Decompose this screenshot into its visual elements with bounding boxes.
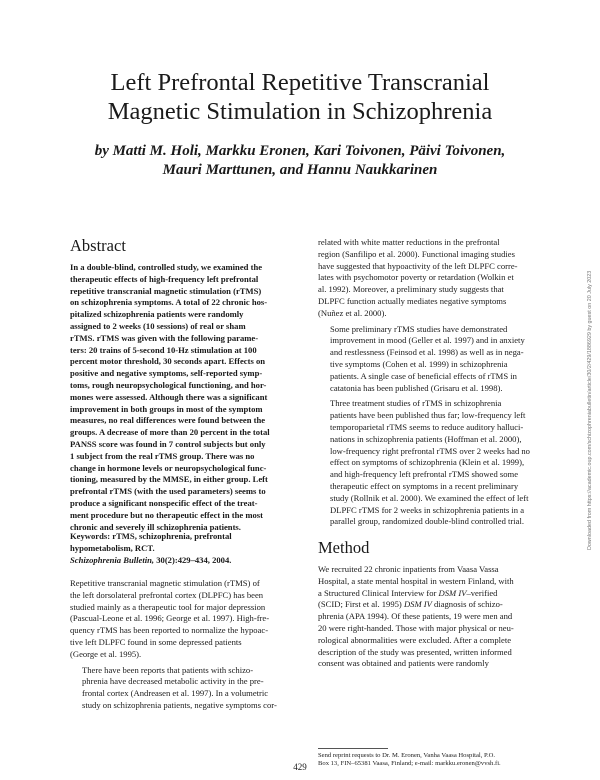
keywords-line-1 <box>70 531 302 543</box>
body-line: region (Sanfilipo et al. 2000). Functional imaging studies <box>318 248 515 259</box>
citation-journal: Schizophrenia Bulletin, <box>70 555 155 565</box>
abstract-line: measures, no real differences were found between the <box>70 415 266 426</box>
body-line: patients. A single case of beneficial effects of rTMS in <box>330 370 517 381</box>
method-text-segment: –verified <box>466 587 498 598</box>
citation-volume: 30(2):429–434, 2004. <box>156 555 232 565</box>
authors-line-2: Mauri Marttunen, and Hannu Naukkarinen <box>162 162 438 178</box>
abstract-line: improvement in both groups in most of the symptom <box>70 403 263 414</box>
body-line: lates with psychomotor poverty or retardation (Wolkin et <box>318 272 514 283</box>
body-line: effect on symptoms of schizophrenia (Klein et al. 1999), <box>330 457 525 468</box>
watermark-text: Downloaded from https://academic.oup.com/schizophreniabulletin/article/30/2/429/1886929 by guest on 20 July 2023 <box>587 270 593 550</box>
abstract-line: chronic and severely ill schizophrenia patients. <box>70 521 241 532</box>
intro-paragraph-2 <box>70 665 302 712</box>
body-line: Repetitive transcranial magnetic stimulation (rTMS) of <box>70 578 260 588</box>
abstract-line: ters: 20 trains of 5-second 10-Hz stimulation at 100 <box>70 344 257 355</box>
method-text-italic: DSM IV <box>403 599 432 610</box>
title-line-2: Magnetic Stimulation in Schizophrenia <box>107 98 493 125</box>
body-line: temporoparietal rTMS seems to reduce auditory halluci- <box>330 421 524 432</box>
intro-paragraph-1 <box>70 578 302 661</box>
footnote-line-1: Send reprint requests to Dr. M. Eronen, Vanha Vaasa Hospital, P.O. <box>318 752 496 759</box>
intro-paragraph-4 <box>318 324 550 395</box>
abstract-line: ment procedure but no therapeutic effect in the most <box>70 509 264 520</box>
method-text-segment: (SCID; First et al. 1995) <box>318 599 404 610</box>
body-line: patients have been published thus far; low-frequency left <box>330 410 526 421</box>
abstract-line: PANSS score was found in 7 control subjects but only <box>70 438 266 449</box>
abstract-line: assigned to 2 weeks (10 sessions) of real or sham <box>70 320 246 331</box>
author-list <box>0 142 600 180</box>
body-line: study (Rollnik et al. 2000). We examined the effect of left <box>330 492 529 503</box>
body-line: tive symptoms (Cohen et al. 1999) in schizophrenia <box>330 358 508 369</box>
abstract-line: toms, rough neuropsychological functioning, and hor- <box>70 379 267 390</box>
abstract-line: mones were assessed. Although there was a significant <box>70 391 268 402</box>
citation-line <box>70 555 302 567</box>
download-watermark <box>578 250 593 550</box>
body-line: studied mainly as a therapeutic tool for major depression <box>70 601 266 612</box>
body-line: low-frequency right prefrontal rTMS over 2 weeks had no <box>330 445 530 456</box>
abstract-line: on schizophrenia symptoms. A total of 22 chronic hos- <box>70 297 268 308</box>
body-line: related with white matter reductions in the prefrontal <box>318 237 500 247</box>
method-text-italic: DSM IV <box>438 587 467 598</box>
body-line: parallel group, randomized double-blind controlled trial. <box>330 516 525 527</box>
keywords <box>70 531 302 555</box>
method-line <box>318 588 550 600</box>
keywords-values-1: rTMS, schizophrenia, prefrontal <box>112 531 232 541</box>
keywords-values-2: hypometabolism, RCT. <box>70 542 155 553</box>
body-line: (Nuñez et al. 2000). <box>318 307 387 318</box>
abstract-line: 1 subject from the real rTMS group. There was no <box>70 450 255 461</box>
intro-left-column <box>70 578 302 712</box>
method-line: phrenia (APA 1994). Of these patients, 19 were men and <box>318 611 513 622</box>
authors-line-1: by Matti M. Holi, Markku Eronen, Kari Toivonen, Päivi Toivonen, <box>94 143 506 159</box>
body-line: and restlessness (Feinsod et al. 1998) as well as in nega- <box>330 347 524 358</box>
title-line-1: Left Prefrontal Repetitive Transcranial <box>110 69 490 96</box>
body-line: catatonia has been published (Grisaru et al. 1998). <box>330 382 503 393</box>
abstract-line: therapeutic effects of high-frequency left prefrontal <box>70 273 259 284</box>
abstract-line: produce a significant nonspecific effect of the treat- <box>70 497 258 508</box>
method-line: rological abnormalities were excluded. After a complete <box>318 634 512 645</box>
body-line: study on schizophrenia patients, negative symptoms cor- <box>82 699 277 710</box>
keywords-label: Keywords: <box>70 531 111 541</box>
abstract-line: pitalized schizophrenia patients were randomly <box>70 309 244 320</box>
body-line: tive left DLPFC found in some depressed patients <box>70 636 242 647</box>
abstract-line: change in hormone levels or neuropsychological func- <box>70 462 267 473</box>
method-line: 20 were right-handed. Those with major physical or neu- <box>318 622 514 633</box>
body-line: Three treatment studies of rTMS in schizophrenia <box>330 398 502 409</box>
abstract-line: prefrontal rTMS (with the used parameters) seems to <box>70 486 266 497</box>
abstract-heading: Abstract <box>70 236 126 255</box>
citation <box>70 555 302 567</box>
body-line: quency rTMS has been reported to normalize the hypoac- <box>70 625 269 636</box>
footnote-divider <box>318 748 388 749</box>
body-line: frontal cortex (Andreasen et al. 1997). In a volumetric <box>82 688 269 699</box>
footnote-line-2: Box 13, FIN–65381 Vaasa, Finland; e-mail: markku.eronen@vvsh.fi. <box>318 760 501 768</box>
abstract-line: positive and negative symptoms, self-reported symp- <box>70 368 263 379</box>
body-line: Some preliminary rTMS studies have demonstrated <box>330 323 508 334</box>
method-line: description of the study was presented, written informed <box>318 646 512 657</box>
intro-paragraph-5 <box>318 398 550 528</box>
body-line: There have been reports that patients with schizo- <box>82 664 254 675</box>
intro-right-column <box>318 237 550 528</box>
body-line: (George et al. 1995). <box>70 648 142 659</box>
page-number: 429 <box>293 762 307 772</box>
abstract-line: groups. A decrease of more than 20 percent in the total <box>70 427 270 438</box>
method-line: consent was obtained and patients were randomly <box>318 658 489 669</box>
body-line: improvement in mood (Geller et al. 1997) and in anxiety <box>330 335 525 346</box>
body-line: have suggested that hypoactivity of the left DLPFC corre- <box>318 260 518 271</box>
abstract-text <box>70 262 302 533</box>
article-title <box>0 68 600 126</box>
method-text <box>318 564 550 670</box>
body-line: (Pascual-Leone et al. 1996; George et al. 1997). High-fre- <box>70 613 270 624</box>
method-heading: Method <box>318 538 370 557</box>
body-line: DLPFC function actually mediates negative symptoms <box>318 295 507 306</box>
body-line: therapeutic effect on symptoms in a recent preliminary <box>330 480 519 491</box>
abstract-line: In a double-blind, controlled study, we examined the <box>70 262 263 272</box>
method-line <box>318 599 550 611</box>
body-line: DLPFC rTMS for 2 weeks in schizophrenia patients in a <box>330 504 525 515</box>
method-line: We recruited 22 chronic inpatients from Vaasa Vassa <box>318 564 499 574</box>
body-line: phrenia have decreased metabolic activity in the pre- <box>82 676 264 687</box>
abstract-line: rTMS. rTMS was given with the following parame- <box>70 332 259 343</box>
method-text-segment: a Structured Clinical Interview for <box>318 587 439 598</box>
abstract-line: percent motor threshold, 30 seconds apart. Effects on <box>70 356 266 367</box>
abstract-line: repetitive transcranial magnetic stimulation (rTMS) <box>70 285 262 296</box>
intro-paragraph-3 <box>318 237 550 320</box>
body-line: the left dorsolateral prefrontal cortex (DLPFC) has been <box>70 589 264 600</box>
body-line: and high-frequency left prefrontal rTMS showed some <box>330 469 519 480</box>
method-line: Hospital, a state mental hospital in western Finland, with <box>318 575 514 586</box>
method-text-segment: diagnosis of schizo- <box>431 599 503 610</box>
body-line: nations in schizophrenia patients (Hoffman et al. 2000), <box>330 433 522 444</box>
body-line: al. 1992). Moreover, a preliminary study suggests that <box>318 284 504 295</box>
abstract-line: tioning, measured by the MMSE, in either group. Left <box>70 474 268 485</box>
